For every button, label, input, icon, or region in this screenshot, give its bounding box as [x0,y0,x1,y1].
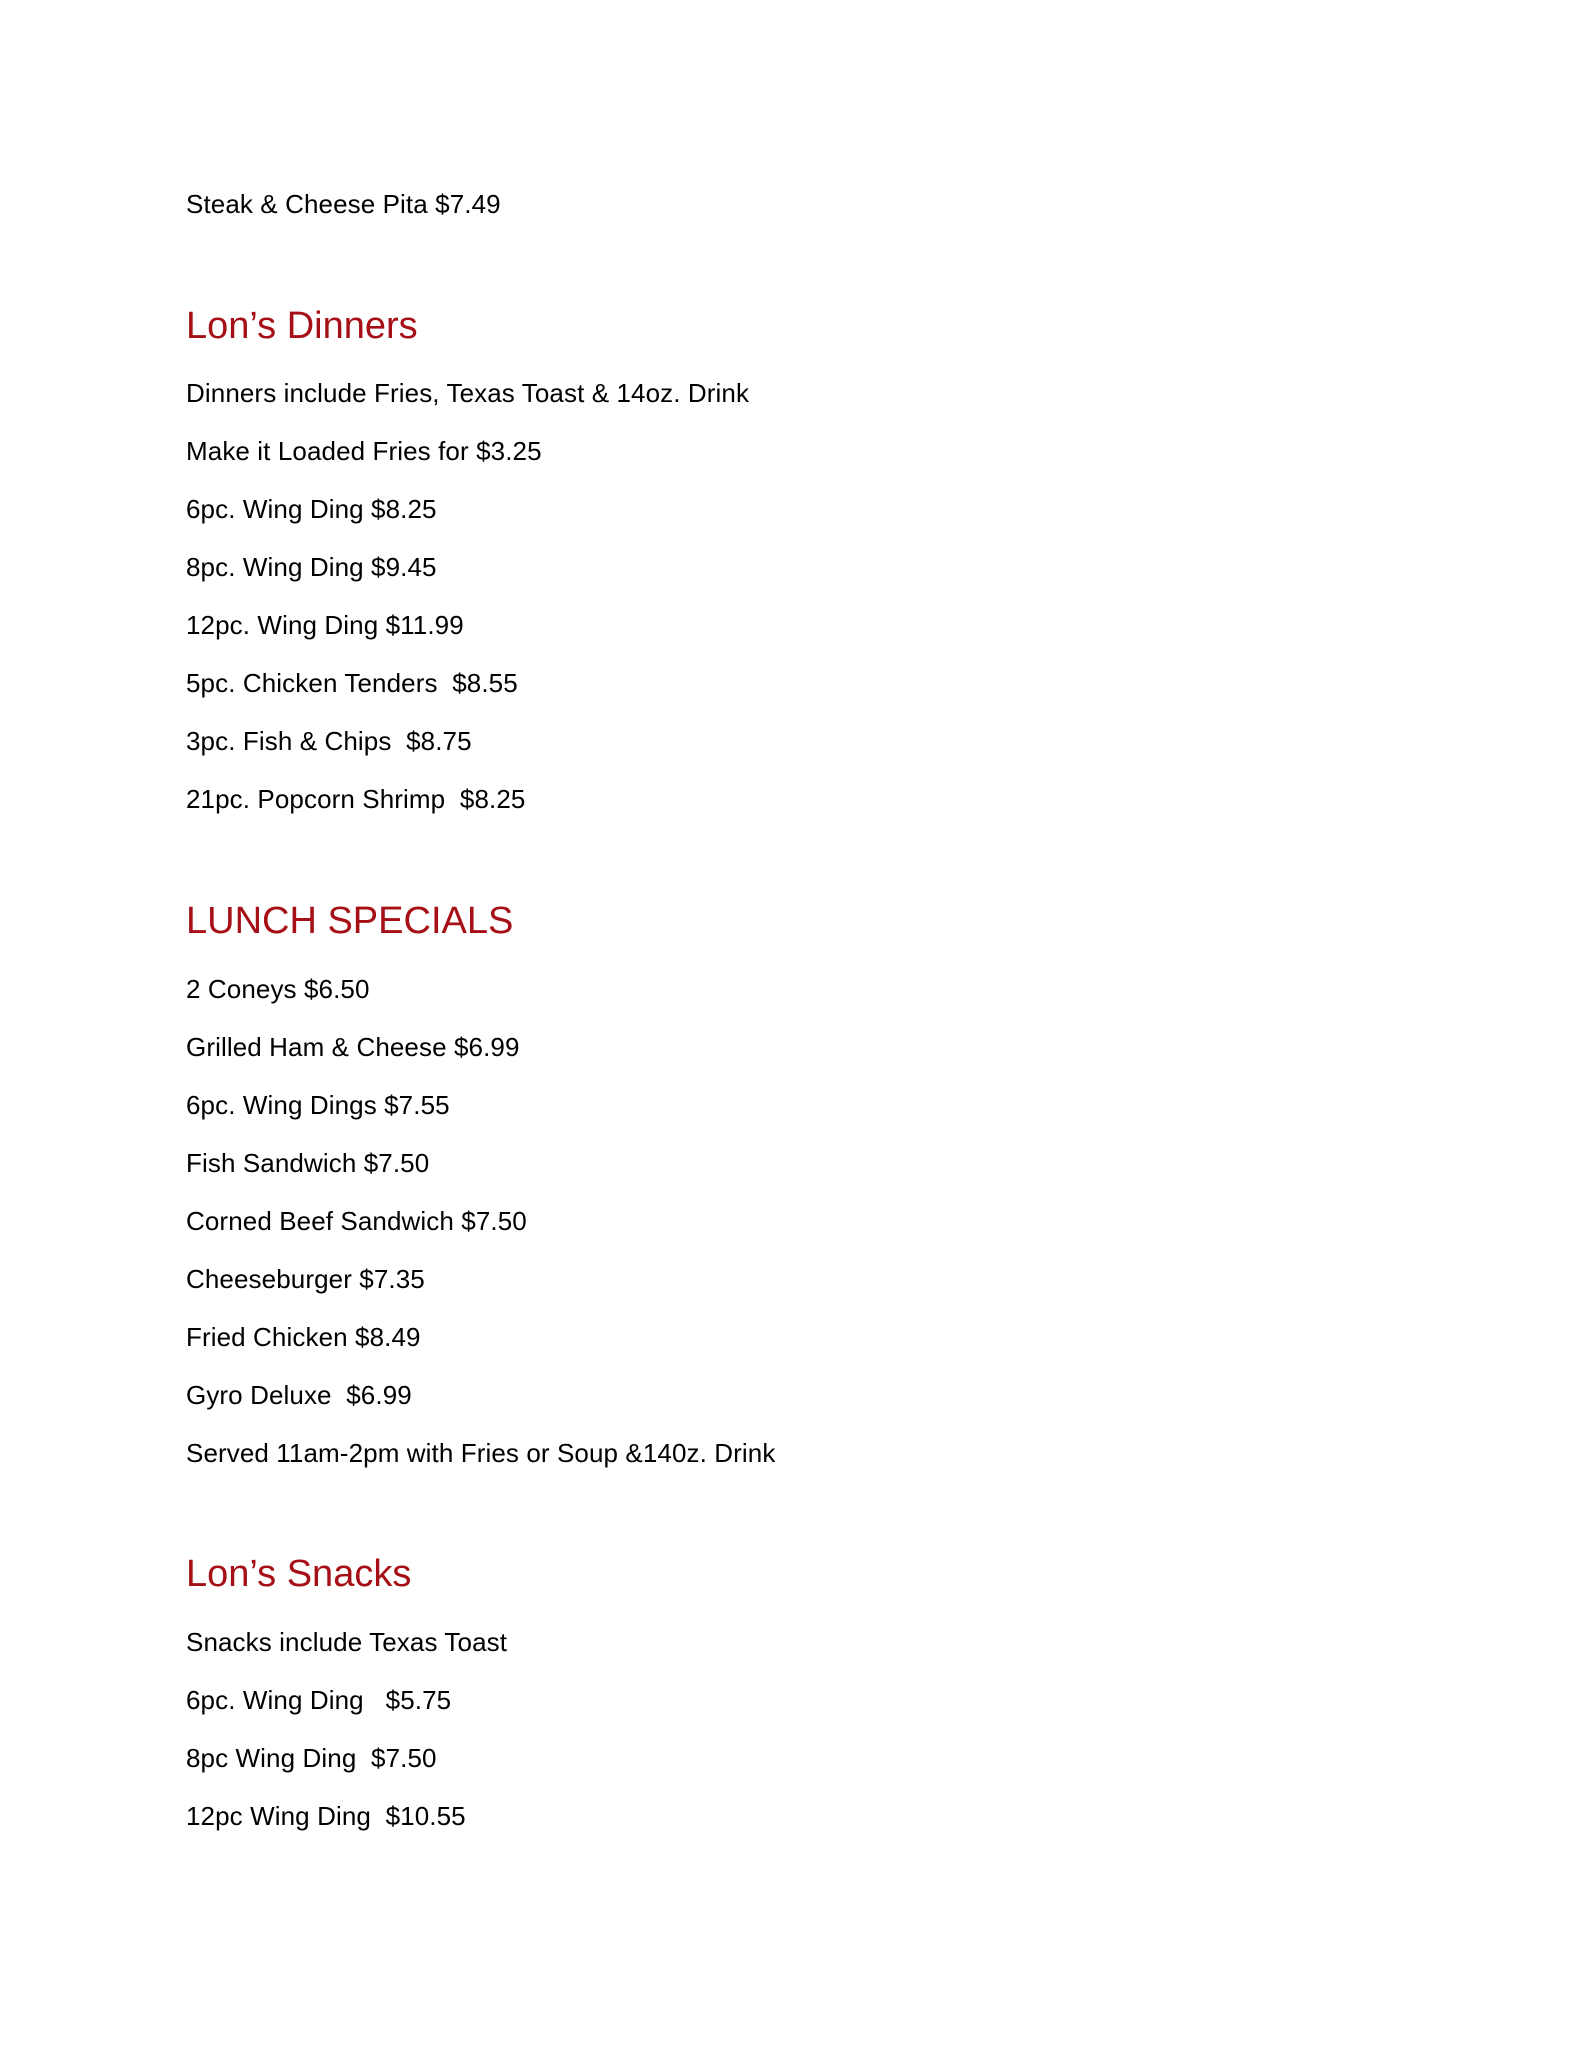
menu-item: 3pc. Fish & Chips $8.75 [186,726,472,756]
menu-item: 12pc. Wing Ding $11.99 [186,610,464,640]
section-title-dinners: Lon’s Dinners [186,305,418,347]
menu-note: Dinners include Fries, Texas Toast & 14oz. Drink [186,378,750,408]
menu-item: Fried Chicken $8.49 [186,1322,421,1352]
menu-item: Fish Sandwich $7.50 [186,1148,430,1178]
section-title-snacks: Lon’s Snacks [186,1553,412,1595]
menu-item: Corned Beef Sandwich $7.50 [186,1206,527,1236]
menu-note: Make it Loaded Fries for $3.25 [186,436,542,466]
menu-note: Snacks include Texas Toast [186,1627,508,1657]
menu-item: 6pc. Wing Ding $8.25 [186,494,437,524]
menu-item: 6pc. Wing Dings $7.55 [186,1090,450,1120]
menu-item: 8pc Wing Ding $7.50 [186,1743,437,1773]
menu-item: Gyro Deluxe $6.99 [186,1380,412,1410]
menu-item: Grilled Ham & Cheese $6.99 [186,1032,520,1062]
menu-item: 12pc Wing Ding $10.55 [186,1801,466,1831]
menu-item: 6pc. Wing Ding $5.75 [186,1685,452,1715]
section-title-lunch-specials: LUNCH SPECIALS [186,900,514,942]
menu-item: 2 Coneys $6.50 [186,974,370,1004]
menu-item: 5pc. Chicken Tenders $8.55 [186,668,518,698]
menu-item: 8pc. Wing Ding $9.45 [186,552,437,582]
menu-item: Cheeseburger $7.35 [186,1264,425,1294]
menu-note: Served 11am-2pm with Fries or Soup &140z. Drink [186,1438,776,1468]
menu-item: Steak & Cheese Pita $7.49 [186,189,501,219]
menu-item: 21pc. Popcorn Shrimp $8.25 [186,784,526,814]
